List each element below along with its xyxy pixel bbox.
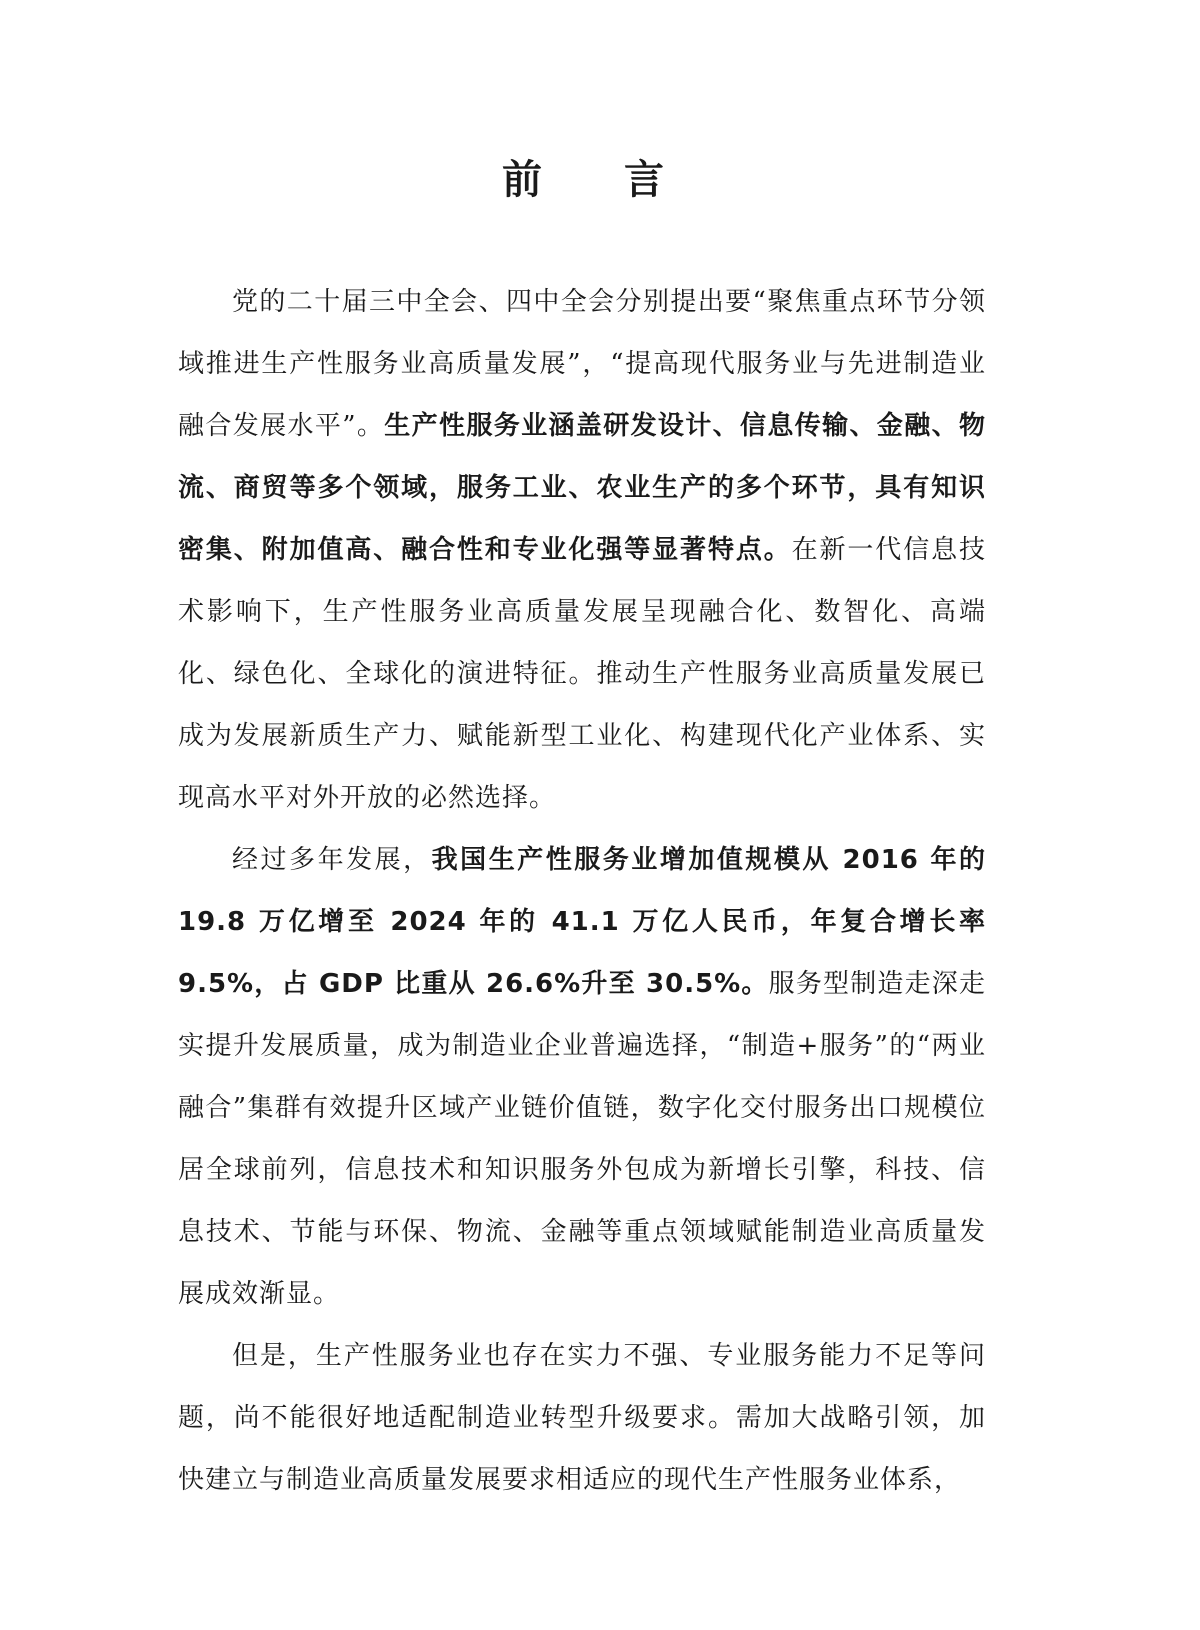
paragraph-1-segment-3: 在新一代信息技术影响下，生产性服务业高质量发展呈现融合化、数智化、高端化、绿色化、全球化的演进特征。推动生产性服务业高质量发展已成为发展新质生产力、赋能新型工业化、构建现代化产业体系、实现高水平对外开放的必然选择。 (178, 535, 986, 813)
paragraph-2-segment-1: 经过多年发展， (232, 845, 432, 875)
paragraph-3 (178, 1325, 986, 1511)
page-title: 前 言 (502, 157, 698, 203)
paragraph-1-segment-2: 生产性服务业涵盖研发设计、信息传输、金融、物流、商贸等多个领域，服务工业、农业生产的多个环节，具有知识密集、附加值高、融合性和专业化强等显著特点。 (178, 411, 986, 565)
paragraph-1 (178, 271, 986, 829)
paragraph-2-segment-2: 我国生产性服务业增加值规模从 2016 年的 19.8 万亿增至 2024 年的 41.1 万亿人民币，年复合增长率 9.5%，占 GDP 比重从 26.6%升至 30.5%。 (178, 845, 986, 999)
paragraph-1-segment-1: 党的二十届三中全会、四中全会分别提出要“聚焦重点环节分领域推进生产性服务业高质量发展”，“提高现代服务业与先进制造业融合发展水平”。 (178, 287, 986, 441)
paragraph-2 (178, 829, 986, 1325)
paragraph-3-segment-1: 但是，生产性服务业也存在实力不强、专业服务能力不足等问题，尚不能很好地适配制造业转型升级要求。需加大战略引领，加快建立与制造业高质量发展要求相适应的现代生产性服务业体系， (178, 1341, 986, 1495)
body-text (178, 271, 986, 1511)
paragraph-2-segment-3: 服务型制造走深走实提升发展质量，成为制造业企业普遍选择，“制造+服务”的“两业融合”集群有效提升区域产业链价值链，数字化交付服务出口规模位居全球前列，信息技术和知识服务外包成为新增长引擎，科技、信息技术、节能与环保、物流、金融等重点领域赋能制造业高质量发展成效渐显。 (178, 969, 986, 1309)
